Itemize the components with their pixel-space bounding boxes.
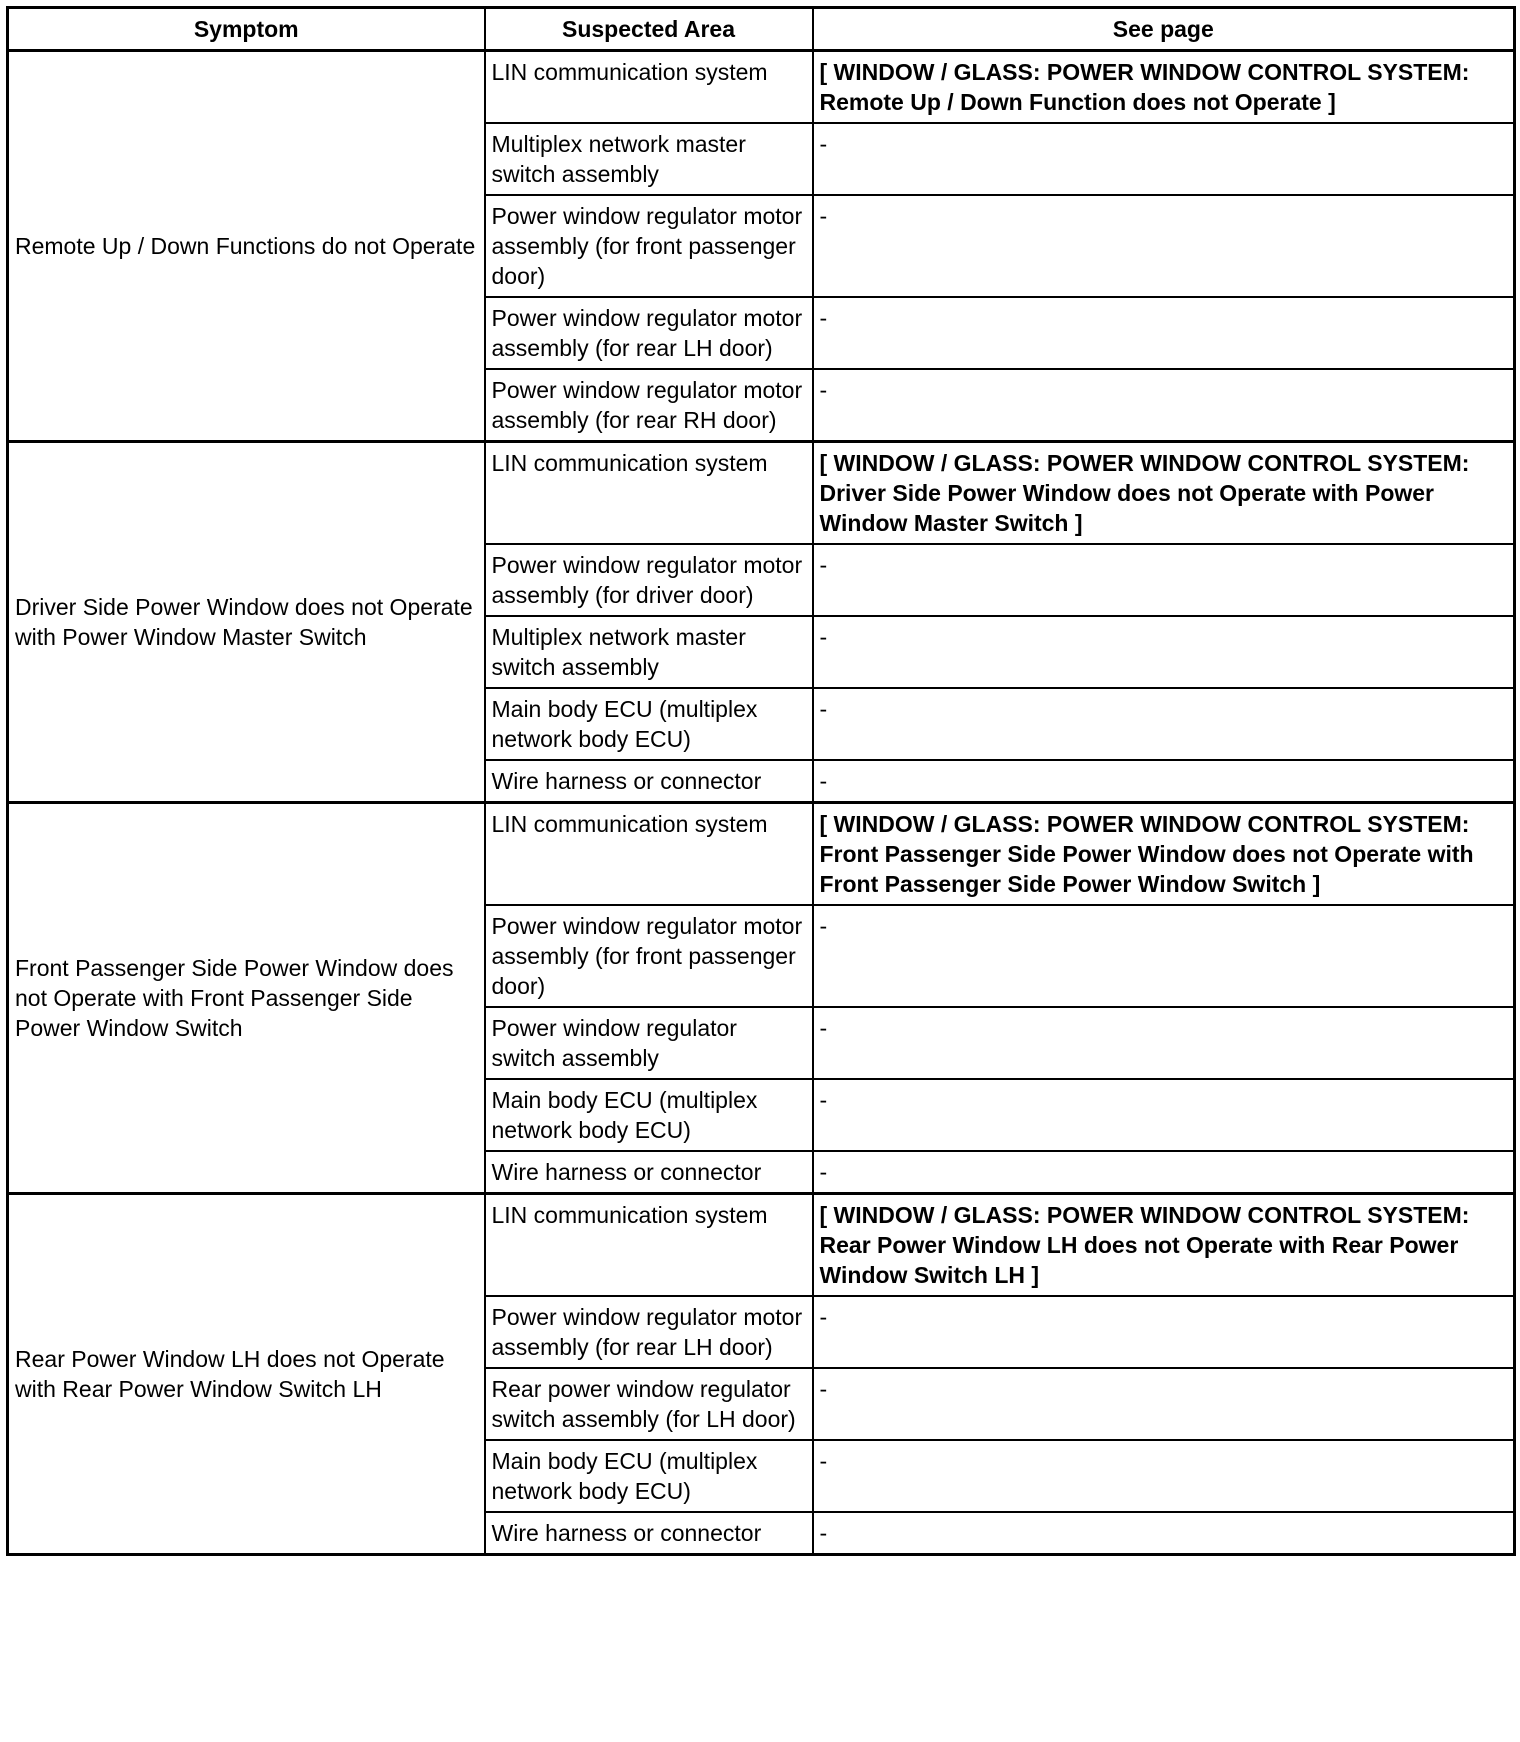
- symptom-cell: Rear Power Window LH does not Operate with Rear Power Window Switch LH: [8, 1194, 485, 1555]
- see-page-cell: -: [813, 297, 1515, 369]
- see-page-cell: -: [813, 905, 1515, 1007]
- see-page-cell: -: [813, 1007, 1515, 1079]
- suspected-area-cell: Multiplex network master switch assembly: [485, 616, 813, 688]
- symptom-cell: Driver Side Power Window does not Operate with Power Window Master Switch: [8, 442, 485, 803]
- see-page-cell: -: [813, 544, 1515, 616]
- symptom-cell: Remote Up / Down Functions do not Operate: [8, 51, 485, 442]
- table-row: [8, 1194, 1515, 1297]
- suspected-area-cell: Main body ECU (multiplex network body ECU): [485, 688, 813, 760]
- header-symptom: Symptom: [8, 8, 485, 51]
- see-page-cell: -: [813, 760, 1515, 803]
- see-page-cell: [ WINDOW / GLASS: POWER WINDOW CONTROL SYSTEM: Rear Power Window LH does not Operate with Rear Power Window Switch LH ]: [813, 1194, 1515, 1297]
- suspected-area-cell: Rear power window regulator switch assembly (for LH door): [485, 1368, 813, 1440]
- suspected-area-cell: Main body ECU (multiplex network body ECU): [485, 1079, 813, 1151]
- suspected-area-cell: Wire harness or connector: [485, 1512, 813, 1555]
- suspected-area-cell: LIN communication system: [485, 1194, 813, 1297]
- see-page-cell: -: [813, 1079, 1515, 1151]
- suspected-area-cell: Main body ECU (multiplex network body ECU): [485, 1440, 813, 1512]
- see-page-cell: -: [813, 1151, 1515, 1194]
- table-row: [8, 442, 1515, 545]
- see-page-cell: -: [813, 688, 1515, 760]
- suspected-area-cell: LIN communication system: [485, 803, 813, 906]
- suspected-area-cell: Power window regulator motor assembly (for rear RH door): [485, 369, 813, 442]
- symptom-table: [6, 6, 1516, 1556]
- suspected-area-cell: Power window regulator motor assembly (for front passenger door): [485, 905, 813, 1007]
- see-page-cell: [ WINDOW / GLASS: POWER WINDOW CONTROL SYSTEM: Front Passenger Side Power Window does not Operate with Front Passenger Side Power Window Switch ]: [813, 803, 1515, 906]
- symptom-cell: Front Passenger Side Power Window does not Operate with Front Passenger Side Power Window Switch: [8, 803, 485, 1194]
- table-row: [8, 51, 1515, 124]
- header-row: [8, 8, 1515, 51]
- see-page-cell: -: [813, 369, 1515, 442]
- see-page-cell: -: [813, 123, 1515, 195]
- suspected-area-cell: Power window regulator motor assembly (for front passenger door): [485, 195, 813, 297]
- see-page-cell: -: [813, 1296, 1515, 1368]
- header-suspected-area: Suspected Area: [485, 8, 813, 51]
- see-page-cell: [ WINDOW / GLASS: POWER WINDOW CONTROL SYSTEM: Remote Up / Down Function does not Operate ]: [813, 51, 1515, 124]
- see-page-cell: -: [813, 1440, 1515, 1512]
- suspected-area-cell: Multiplex network master switch assembly: [485, 123, 813, 195]
- see-page-cell: -: [813, 195, 1515, 297]
- suspected-area-cell: Wire harness or connector: [485, 760, 813, 803]
- suspected-area-cell: Power window regulator motor assembly (for rear LH door): [485, 1296, 813, 1368]
- header-see-page: See page: [813, 8, 1515, 51]
- see-page-cell: -: [813, 1368, 1515, 1440]
- suspected-area-cell: Power window regulator motor assembly (for rear LH door): [485, 297, 813, 369]
- table-row: [8, 803, 1515, 906]
- suspected-area-cell: Power window regulator motor assembly (for driver door): [485, 544, 813, 616]
- suspected-area-cell: LIN communication system: [485, 442, 813, 545]
- suspected-area-cell: Wire harness or connector: [485, 1151, 813, 1194]
- suspected-area-cell: Power window regulator switch assembly: [485, 1007, 813, 1079]
- see-page-cell: -: [813, 1512, 1515, 1555]
- see-page-cell: [ WINDOW / GLASS: POWER WINDOW CONTROL SYSTEM: Driver Side Power Window does not Operate with Power Window Master Switch ]: [813, 442, 1515, 545]
- see-page-cell: -: [813, 616, 1515, 688]
- suspected-area-cell: LIN communication system: [485, 51, 813, 124]
